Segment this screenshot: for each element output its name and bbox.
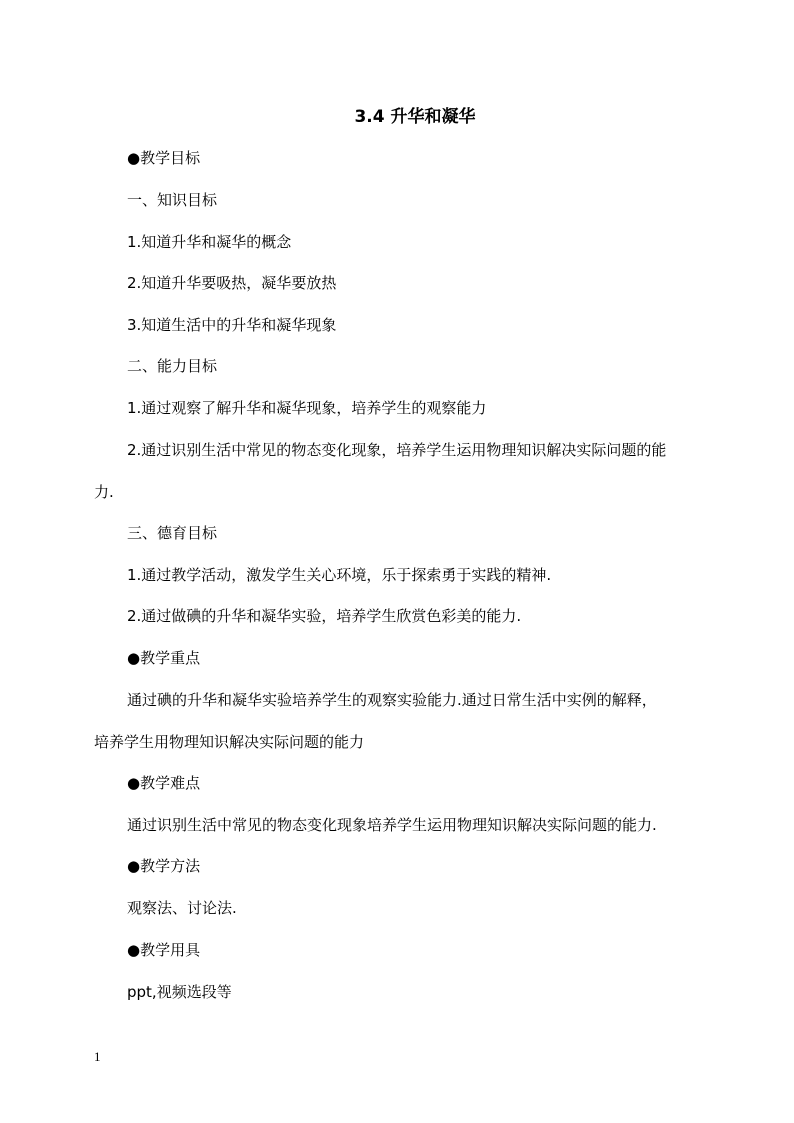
paragraph-line-continued: 力. bbox=[94, 483, 114, 501]
paragraph-line: 通过碘的升华和凝华实验培养学生的观察实验能力.通过日常生活中实例的解释， bbox=[127, 691, 657, 709]
section-heading-key-points: ●教学重点 bbox=[127, 649, 201, 667]
section-heading-teaching-methods: ●教学方法 bbox=[127, 857, 201, 875]
paragraph-line: ppt,视频选段等 bbox=[127, 983, 232, 1001]
document-title: 3.4 升华和凝华 bbox=[354, 107, 476, 127]
paragraph-line: 2.通过识别生活中常见的物态变化现象，培养学生运用物理知识解决实际问题的能 bbox=[127, 441, 667, 459]
section-heading-difficult-points: ●教学难点 bbox=[127, 774, 201, 792]
subheading-moral-objectives: 三、德育目标 bbox=[127, 524, 218, 542]
subheading-ability-objectives: 二、能力目标 bbox=[127, 357, 218, 375]
section-heading-teaching-aids: ●教学用具 bbox=[127, 941, 201, 959]
paragraph-line: 1.通过观察了解升华和凝华现象，培养学生的观察能力 bbox=[127, 399, 487, 417]
paragraph-line: 2.知道升华要吸热，凝华要放热 bbox=[127, 274, 337, 292]
paragraph-line-continued: 培养学生用物理知识解决实际问题的能力 bbox=[94, 733, 365, 751]
section-heading-teaching-objectives: ●教学目标 bbox=[127, 149, 201, 167]
paragraph-line: 通过识别生活中常见的物态变化现象培养学生运用物理知识解决实际问题的能力. bbox=[127, 816, 657, 834]
paragraph-line: 1.通过教学活动，激发学生关心环境，乐于探索勇于实践的精神. bbox=[127, 566, 552, 584]
paragraph-line: 观察法、讨论法. bbox=[127, 899, 237, 917]
paragraph-line: 1.知道升华和凝华的概念 bbox=[127, 233, 292, 251]
page-number: 1 bbox=[94, 1049, 101, 1064]
paragraph-line: 3.知道生活中的升华和凝华现象 bbox=[127, 316, 337, 334]
paragraph-line: 2.通过做碘的升华和凝华实验，培养学生欣赏色彩美的能力. bbox=[127, 607, 522, 625]
subheading-knowledge-objectives: 一、知识目标 bbox=[127, 191, 218, 209]
